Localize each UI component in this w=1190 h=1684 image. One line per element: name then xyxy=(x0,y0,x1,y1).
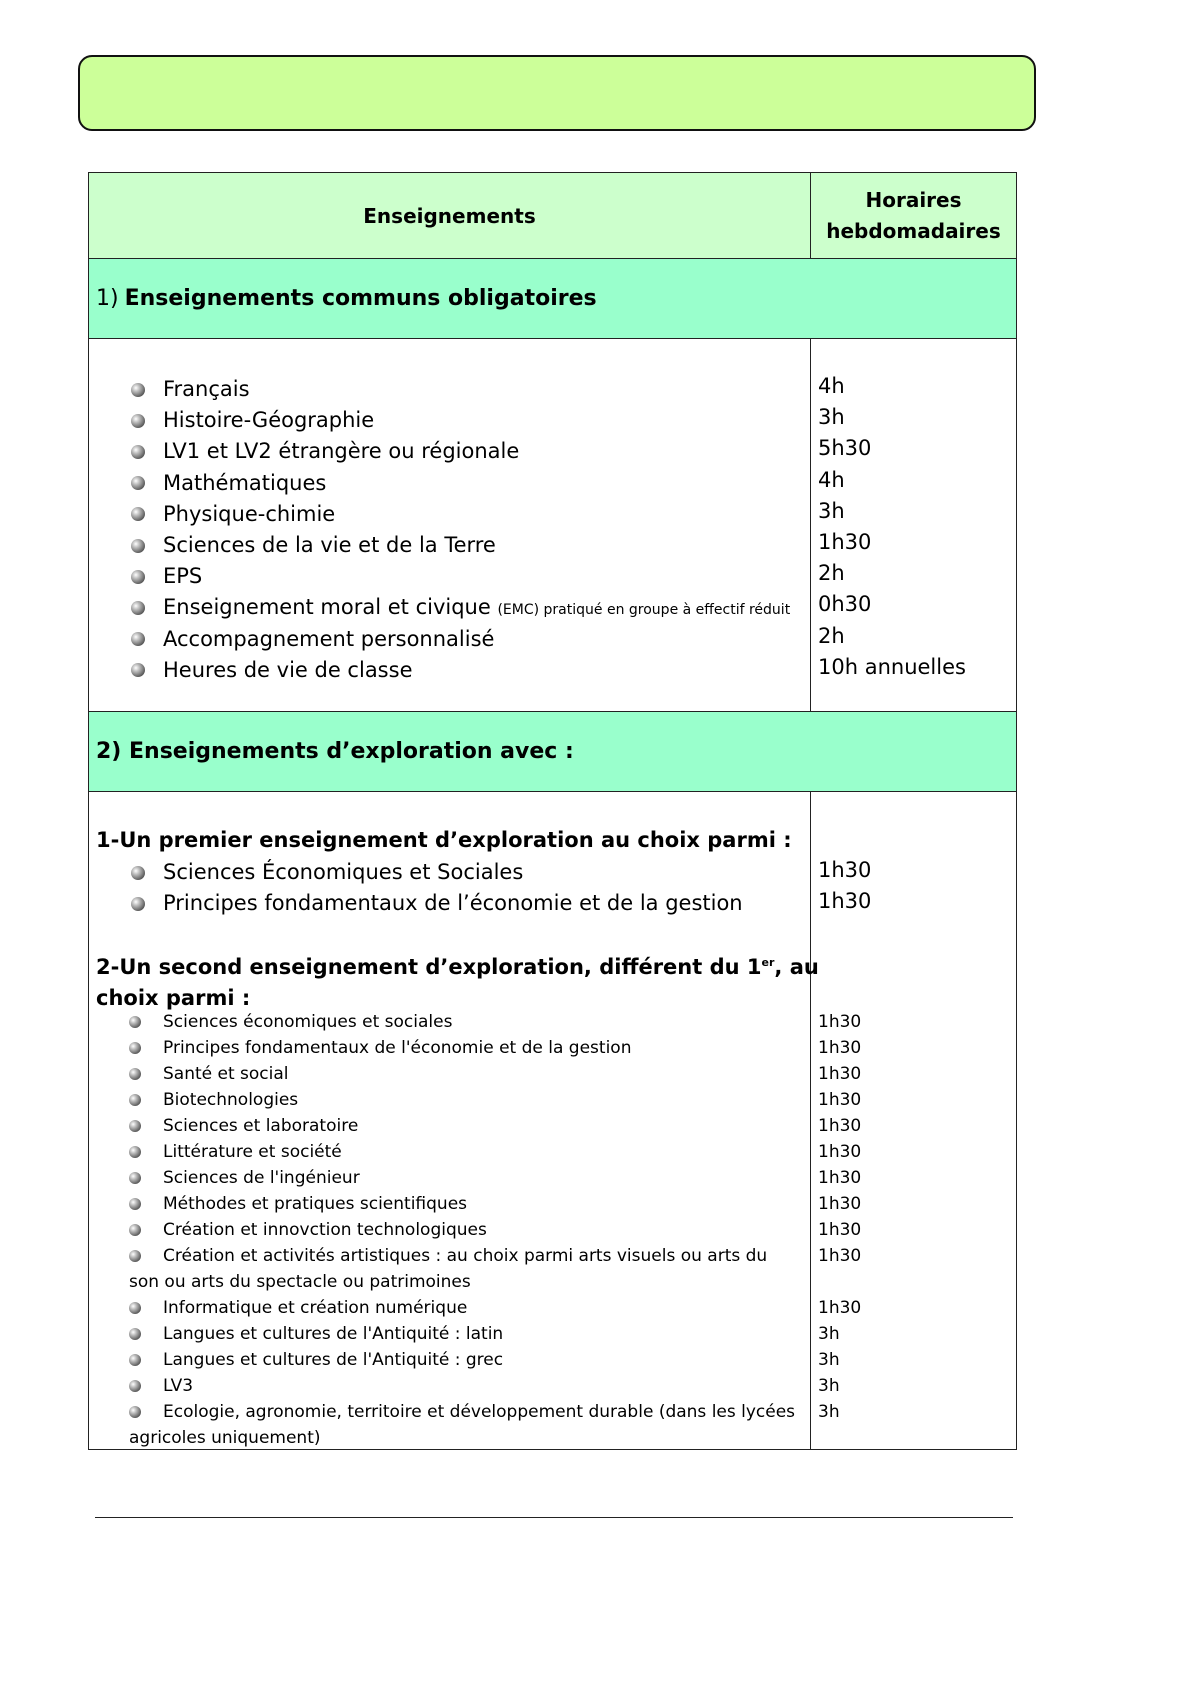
hours-value: 2h xyxy=(818,623,845,648)
bullet-icon xyxy=(129,1198,141,1210)
section1-header-row xyxy=(89,259,1016,339)
list-item: Principes fondamentaux de l’économie et de la gestion xyxy=(89,888,810,919)
bullet-icon xyxy=(131,476,145,490)
bullet-icon xyxy=(131,414,145,428)
hours-value: 3h xyxy=(818,1350,840,1370)
bullet-icon xyxy=(131,897,145,911)
group2-hours-list xyxy=(818,1009,861,1425)
bullet-icon xyxy=(129,1250,141,1262)
bullet-icon xyxy=(129,1068,141,1080)
group1-hours-list xyxy=(818,855,871,917)
bullet-icon xyxy=(129,1172,141,1184)
hours-value: 5h30 xyxy=(818,436,872,461)
hours-value: 3h xyxy=(818,498,845,523)
section1-subject-list xyxy=(89,374,810,686)
bullet-icon xyxy=(129,1120,141,1132)
section2-header-row xyxy=(89,712,1016,792)
bullet-icon xyxy=(129,1042,141,1054)
hours-value: 1h30 xyxy=(818,1038,862,1058)
hours-value: 1h30 xyxy=(818,1220,862,1240)
bullet-icon xyxy=(129,1380,141,1392)
list-item: Heures de vie de classe xyxy=(89,655,810,686)
list-item: Langues et cultures de l'Antiquité : latin xyxy=(89,1321,810,1347)
bullet-icon xyxy=(131,383,145,397)
bullet-icon xyxy=(129,1406,141,1418)
section2-items-row xyxy=(89,792,1016,1449)
hours-value: 1h30 xyxy=(818,1298,862,1318)
hours-value: 1h30 xyxy=(818,1168,862,1188)
bullet-icon xyxy=(129,1328,141,1340)
group2-subject-list xyxy=(89,1009,810,1451)
section1-items-row xyxy=(89,339,1016,712)
list-item-continuation: agricoles uniquement) xyxy=(129,1428,321,1448)
hours-value: 1h30 xyxy=(818,1194,862,1214)
list-item: Principes fondamentaux de l'économie et de la gestion xyxy=(89,1035,810,1061)
list-item: Physique-chimie xyxy=(89,499,810,530)
list-item: Ecologie, agronomie, territoire et développement durable (dans les lycées xyxy=(89,1399,810,1425)
bullet-icon xyxy=(129,1146,141,1158)
section2-hours-cell xyxy=(811,792,1016,1449)
header-subjects xyxy=(89,173,811,258)
hours-value: 1h30 xyxy=(818,1116,862,1136)
list-item: Histoire-Géographie xyxy=(89,405,810,436)
bullet-icon xyxy=(129,1094,141,1106)
hours-value: 1h30 xyxy=(818,1142,862,1162)
section1-number: 1) xyxy=(96,286,119,311)
hours-value: 4h xyxy=(818,374,845,398)
list-item: Français xyxy=(89,374,810,405)
bullet-icon xyxy=(131,445,145,459)
hours-value: 3h xyxy=(818,1324,840,1344)
list-item: Création et innovction technologiques xyxy=(89,1217,810,1243)
hours-value: 3h xyxy=(818,1402,840,1422)
section2-title: 2) Enseignements d’exploration avec : xyxy=(96,739,574,764)
list-item: Informatique et création numérique xyxy=(89,1295,810,1321)
bullet-icon xyxy=(131,507,145,521)
hours-value: 1h30 xyxy=(818,1246,862,1266)
list-item: Sciences de la vie et de la Terre xyxy=(89,530,810,561)
curriculum-table xyxy=(88,172,1017,1450)
hours-value: 2h xyxy=(818,561,845,586)
bullet-icon xyxy=(131,866,145,880)
header-subjects-label: Enseignements xyxy=(363,203,536,228)
list-item: Sciences économiques et sociales xyxy=(89,1009,810,1035)
list-item: Accompagnement personnalisé xyxy=(89,624,810,655)
emc-note: (EMC) pratiqué en groupe à effectif réduit xyxy=(497,602,791,619)
list-item: EPS xyxy=(89,561,810,592)
hours-value: 3h xyxy=(818,405,845,430)
section1-title-text: Enseignements communs obligatoires xyxy=(124,286,597,311)
list-item: Enseignement moral et civique (EMC) pratiqué en groupe à effectif réduit xyxy=(89,592,810,623)
hours-value: 1h30 xyxy=(818,858,872,882)
hours-spacer xyxy=(818,1269,861,1295)
hours-value: 1h30 xyxy=(818,1090,862,1110)
hours-value: 1h30 xyxy=(818,1012,862,1032)
section1-subjects-cell xyxy=(89,339,811,711)
bullet-icon xyxy=(131,601,145,615)
list-item: Littérature et société xyxy=(89,1139,810,1165)
hours-value: 0h30 xyxy=(818,592,872,617)
hours-value: 3h xyxy=(818,1376,840,1396)
list-item: Mathématiques xyxy=(89,468,810,499)
list-item: Méthodes et pratiques scientifiques xyxy=(89,1191,810,1217)
group2-heading: 2-Un second enseignement d’exploration, différent du 1er, au choix parmi : xyxy=(96,955,819,1010)
bullet-icon xyxy=(131,632,145,646)
list-item: Biotechnologies xyxy=(89,1087,810,1113)
bullet-icon xyxy=(129,1302,141,1314)
list-item: Création et activités artistiques : au choix parmi arts visuels ou arts du xyxy=(89,1243,810,1269)
bullet-icon xyxy=(129,1016,141,1028)
list-item-continuation: son ou arts du spectacle ou patrimoines xyxy=(129,1272,471,1292)
header-hours-line2: hebdomadaires xyxy=(826,218,1001,243)
section1-hours-list xyxy=(818,371,966,683)
section1-title xyxy=(89,259,1016,338)
section2-subjects-cell xyxy=(89,792,819,1449)
hours-value: 1h30 xyxy=(818,889,872,914)
bullet-icon xyxy=(131,570,145,584)
group1-subject-list xyxy=(89,857,810,919)
list-item: LV3 xyxy=(89,1373,810,1399)
hours-value: 1h30 xyxy=(818,1064,862,1084)
bullet-icon xyxy=(131,663,145,677)
title-banner xyxy=(78,55,1036,131)
list-item: LV1 et LV2 étrangère ou régionale xyxy=(89,436,810,467)
bullet-icon xyxy=(129,1354,141,1366)
table-header-row xyxy=(89,173,1016,259)
list-item: Sciences de l'ingénieur xyxy=(89,1165,810,1191)
hours-value: 4h xyxy=(818,467,845,492)
list-item: Sciences et laboratoire xyxy=(89,1113,810,1139)
hours-value: 10h annuelles xyxy=(818,654,966,679)
bullet-icon xyxy=(131,539,145,553)
header-hours-line1: Horaires xyxy=(865,187,962,212)
group1-heading: 1-Un premier enseignement d’exploration au choix parmi : xyxy=(96,828,792,852)
list-item: Langues et cultures de l'Antiquité : grec xyxy=(89,1347,810,1373)
hours-value: 1h30 xyxy=(818,529,872,554)
list-item: Santé et social xyxy=(89,1061,810,1087)
footer-divider xyxy=(95,1517,1013,1518)
bullet-icon xyxy=(129,1224,141,1236)
section1-hours-cell xyxy=(811,339,1016,711)
header-hours xyxy=(811,173,1016,258)
list-item: Sciences Économiques et Sociales xyxy=(89,857,810,888)
